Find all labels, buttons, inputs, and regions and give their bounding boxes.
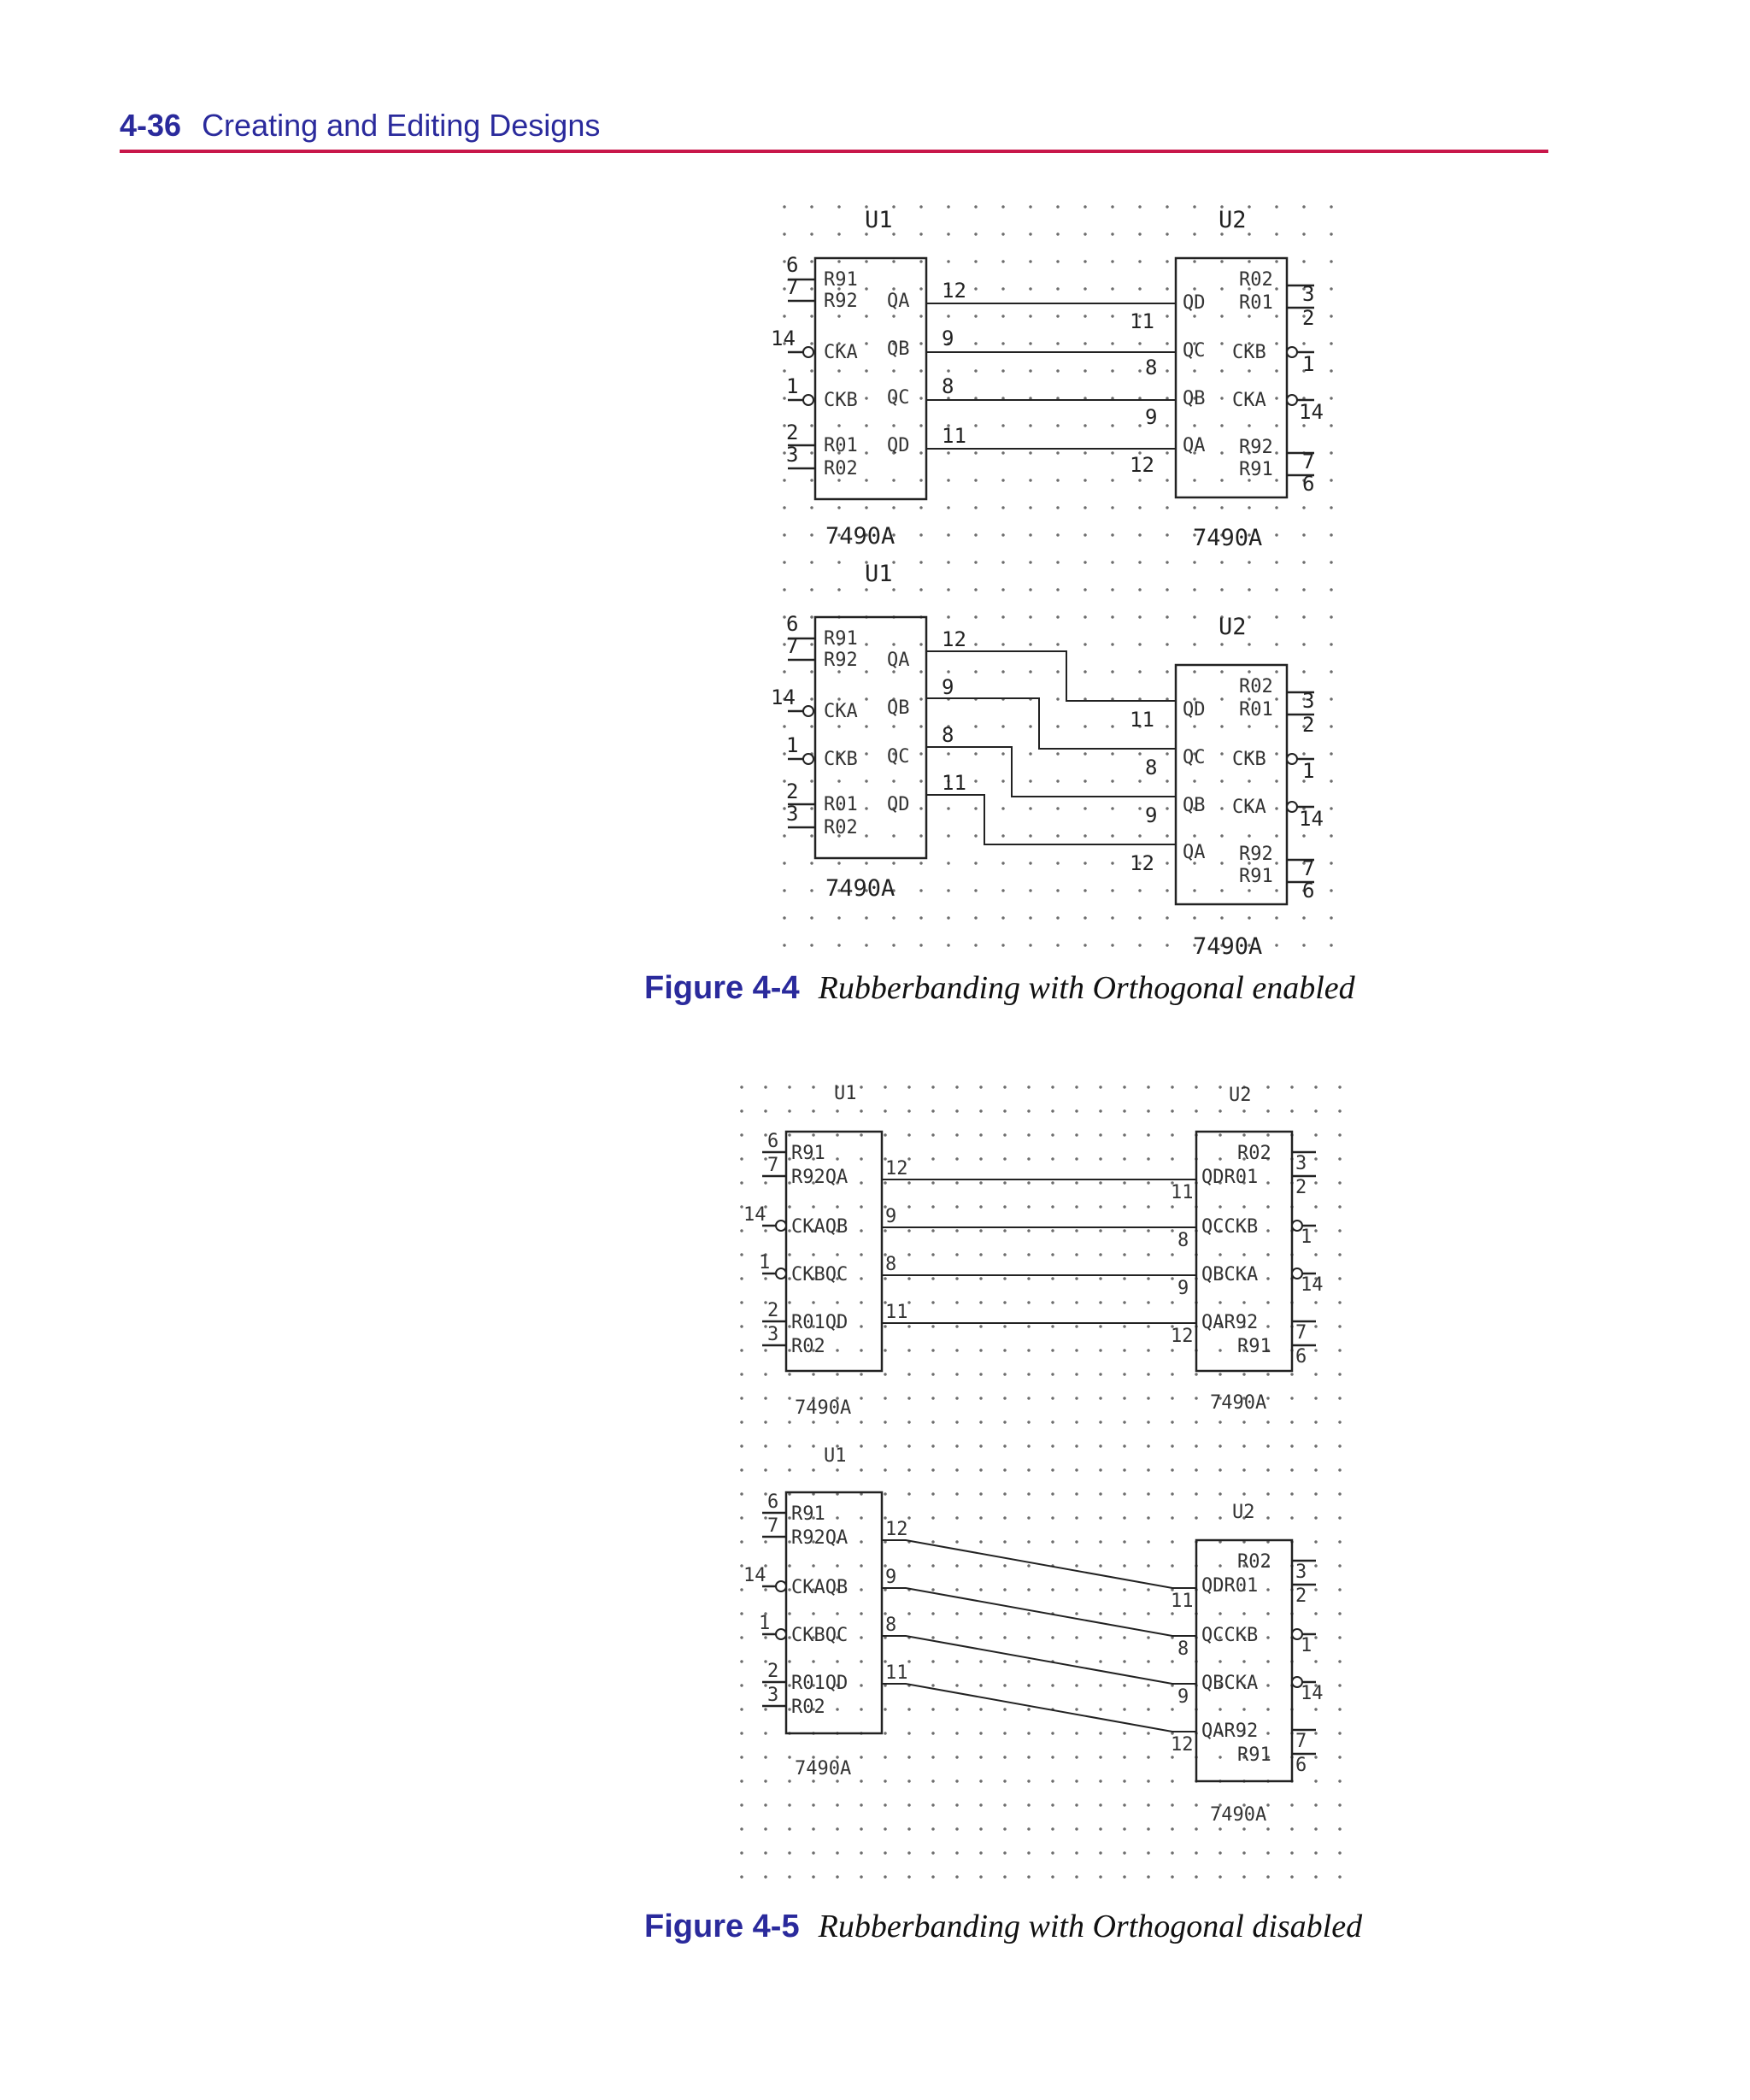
u1-pin-label: R02 <box>824 458 858 479</box>
u1-pin-num: 1 <box>786 733 799 757</box>
figure-number: Figure 4-4 <box>644 970 800 1006</box>
u2-in-num: 12 <box>1130 851 1154 875</box>
u2-pin-num: 3 <box>1302 282 1315 306</box>
u2-in-num: 8 <box>1177 1230 1189 1251</box>
u1-pin-num: 3 <box>767 1324 779 1345</box>
u2-pin-num: 1 <box>1302 759 1315 783</box>
wire-qa-qd <box>882 1540 1196 1588</box>
schematic-4-4a <box>771 207 1324 551</box>
figure-4-5-caption <box>644 1908 1362 1945</box>
u2-pin-num: 7 <box>1295 1731 1307 1752</box>
u2-in-num: 9 <box>1145 803 1158 827</box>
u1-pin-num: 7 <box>767 1515 779 1537</box>
page-header <box>120 108 600 144</box>
u1-pin-label: R92QA <box>791 1167 849 1188</box>
u1-pin-label: QD <box>887 435 910 456</box>
u1-pin-num: 14 <box>771 326 796 350</box>
u1-pin-num: 3 <box>767 1685 779 1706</box>
u2-pin-num: 2 <box>1302 713 1315 737</box>
u2-pin-label: QA <box>1183 435 1206 456</box>
u2-pin-num: 3 <box>1302 689 1315 713</box>
u1-pin-label: QA <box>887 650 910 671</box>
u1-pin-num: 2 <box>767 1661 779 1682</box>
u1-pin-num: 7 <box>786 634 799 658</box>
u1-out-num: 11 <box>885 1302 908 1323</box>
u2-part: 7490A <box>1193 525 1263 551</box>
u2-pin-label: R01 <box>1239 292 1273 314</box>
u1-pin-num: 1 <box>759 1252 771 1274</box>
u2-pin-label: CKB <box>1232 749 1266 770</box>
u1-part: 7490A <box>795 1758 852 1779</box>
u1-pin-label: R02 <box>791 1336 825 1357</box>
u2-pin-num: 3 <box>1295 1153 1307 1174</box>
u2-pin-num: 1 <box>1301 1635 1312 1656</box>
u1-pin-label: R01QD <box>791 1673 849 1694</box>
u2-pin-label: QAR92 <box>1201 1721 1259 1742</box>
u1-pin-label: CKBQC <box>791 1625 849 1646</box>
u2-pin-num: 6 <box>1302 879 1315 903</box>
u1-pin-num: 7 <box>767 1155 779 1176</box>
chapter-title: Creating and Editing Designs <box>202 108 601 143</box>
u1-out-num: 9 <box>885 1206 897 1227</box>
u1-pin-label: R01QD <box>791 1312 849 1333</box>
u2-ref: U2 <box>1232 1502 1255 1523</box>
u1-pin-num: 1 <box>759 1613 771 1634</box>
figure-4-5-schematic <box>728 1074 1355 1885</box>
u2-ref: U2 <box>1219 614 1247 640</box>
u1-pin-label: CKAQB <box>791 1216 849 1238</box>
wire-qc-qb <box>882 1636 1196 1684</box>
u1-pin-label: R01 <box>824 435 858 456</box>
u1-pin-num: 3 <box>786 443 799 467</box>
u2-pin-num: 14 <box>1299 400 1324 424</box>
u1-out-num: 11 <box>942 424 966 448</box>
u1-pin-label: R91 <box>824 628 858 650</box>
u1-out-num: 9 <box>942 675 954 699</box>
u2-pin-label: QD <box>1183 699 1206 721</box>
u2-part: 7490A <box>1193 933 1263 960</box>
u1-pin-label: CKB <box>824 390 858 411</box>
u2-pin-label: R02 <box>1237 1551 1271 1573</box>
u1-pin-label: R92 <box>824 291 858 312</box>
u2-in-num: 11 <box>1171 1182 1194 1203</box>
u2-pin-num: 3 <box>1295 1562 1307 1583</box>
u2-pin-label: QDR01 <box>1201 1167 1259 1188</box>
u2-pin-label: CKA <box>1232 797 1266 818</box>
u1-pin-label: R91 <box>791 1503 825 1525</box>
wire-qa-qd <box>926 651 1176 701</box>
u2-pin-num: 6 <box>1295 1755 1307 1776</box>
figure-caption-text: Rubberbanding with Orthogonal enabled <box>818 970 1355 1006</box>
u1-pin-label: QB <box>887 338 910 360</box>
u2-pin-label: QD <box>1183 292 1206 314</box>
u1-part: 7490A <box>825 875 896 902</box>
u1-pin-num: 6 <box>786 253 799 277</box>
u2-pin-label: QBCKA <box>1201 1673 1259 1694</box>
u2-pin-num: 1 <box>1301 1226 1312 1248</box>
u2-pin-label: R02 <box>1239 269 1273 291</box>
u1-pin-num: 2 <box>786 779 799 803</box>
u2-in-num: 9 <box>1177 1686 1189 1708</box>
u2-in-num: 12 <box>1171 1734 1194 1756</box>
figure-caption-text: Rubberbanding with Orthogonal disabled <box>818 1909 1363 1944</box>
u1-pin-num: 2 <box>786 421 799 444</box>
u2-pin-label: QB <box>1183 388 1206 409</box>
u2-part: 7490A <box>1210 1392 1267 1414</box>
u2-pin-label: R91 <box>1239 459 1273 480</box>
u1-pin-label: CKA <box>824 701 858 722</box>
u2-pin-label: R02 <box>1239 676 1273 697</box>
schematic-4-5b <box>743 1445 1324 1826</box>
u2-pin-label: R92 <box>1239 844 1273 865</box>
u2-pin-num: 6 <box>1302 472 1315 496</box>
u1-pin-num: 6 <box>767 1491 779 1513</box>
u2-pin-num: 7 <box>1302 450 1315 474</box>
u1-out-num: 12 <box>885 1519 908 1540</box>
u2-pin-num: 7 <box>1302 856 1315 880</box>
u2-pin-label: QB <box>1183 795 1206 816</box>
u1-out-num: 12 <box>942 279 966 303</box>
u2-pin-num: 14 <box>1301 1683 1324 1704</box>
wire-qd-qa <box>882 1684 1196 1732</box>
u1-pin-num: 6 <box>786 612 799 636</box>
schematic-4-5a <box>743 1083 1324 1419</box>
u1-pin-label: R02 <box>824 817 858 838</box>
u1-pin-label: CKBQC <box>791 1264 849 1285</box>
figure-4-4-caption <box>644 969 1355 1007</box>
u2-pin-label: QCCKB <box>1201 1625 1259 1646</box>
u1-pin-label: QD <box>887 794 910 815</box>
u2-pin-label: R91 <box>1237 1336 1271 1357</box>
u1-pin-num: 14 <box>743 1204 766 1226</box>
u1-pin-label: R01 <box>824 794 858 815</box>
u1-pin-label: QA <box>887 291 910 312</box>
u2-pin-label: QBCKA <box>1201 1264 1259 1285</box>
u1-part: 7490A <box>795 1397 852 1419</box>
u2-ref: U2 <box>1219 207 1247 233</box>
u2-part: 7490A <box>1210 1804 1267 1826</box>
u1-ref: U1 <box>834 1083 857 1104</box>
u1-pin-num: 14 <box>743 1565 766 1586</box>
u2-in-num: 9 <box>1177 1278 1189 1299</box>
u1-pin-num: 3 <box>786 802 799 826</box>
u2-in-num: 11 <box>1130 708 1154 732</box>
u1-pin-label: R91 <box>824 269 858 291</box>
u2-pin-num: 1 <box>1302 352 1315 376</box>
u2-pin-label: QC <box>1183 340 1206 362</box>
u1-out-num: 11 <box>942 771 966 795</box>
header-rule <box>120 150 1548 153</box>
u1-out-num: 11 <box>885 1662 908 1684</box>
u1-out-num: 8 <box>942 374 954 398</box>
u1-pin-label: R02 <box>791 1697 825 1718</box>
page-number: 4-36 <box>120 108 182 143</box>
figure-number: Figure 4-5 <box>644 1909 800 1944</box>
u2-pin-label: QA <box>1183 842 1206 863</box>
u2-in-num: 8 <box>1145 756 1158 779</box>
u1-part: 7490A <box>825 523 896 550</box>
u2-pin-label: CKA <box>1232 390 1266 411</box>
u1-out-num: 12 <box>885 1158 908 1179</box>
u1-pin-label: QC <box>887 746 910 768</box>
u1-pin-label: CKAQB <box>791 1577 849 1598</box>
u2-in-num: 8 <box>1145 356 1158 379</box>
u1-pin-num: 2 <box>767 1300 779 1321</box>
wire-qd-qa <box>926 795 1176 844</box>
u2-pin-num: 2 <box>1295 1177 1307 1198</box>
u1-pin-num: 14 <box>771 685 796 709</box>
u1-pin-label: CKB <box>824 749 858 770</box>
u2-pin-label: QAR92 <box>1201 1312 1259 1333</box>
u2-in-num: 11 <box>1171 1591 1194 1612</box>
u1-pin-label: CKA <box>824 342 858 363</box>
schematic-4-4b <box>771 561 1324 960</box>
u2-pin-label: CKB <box>1232 342 1266 363</box>
u2-pin-num: 14 <box>1299 807 1324 831</box>
u1-pin-label: QC <box>887 387 910 409</box>
u1-ref: U1 <box>824 1445 847 1467</box>
u2-in-num: 8 <box>1177 1638 1189 1660</box>
u1-out-num: 9 <box>885 1567 897 1588</box>
u2-in-num: 12 <box>1171 1326 1194 1347</box>
u1-pin-label: R92 <box>824 650 858 671</box>
u1-out-num: 8 <box>885 1615 897 1636</box>
u1-ref: U1 <box>865 207 893 233</box>
u2-pin-label: R91 <box>1237 1744 1271 1766</box>
u1-out-num: 8 <box>942 723 954 747</box>
u1-pin-num: 7 <box>786 275 799 299</box>
u2-pin-num: 14 <box>1301 1274 1324 1296</box>
u1-pin-num: 6 <box>767 1131 779 1152</box>
u2-pin-label: R92 <box>1239 437 1273 458</box>
u2-pin-num: 7 <box>1295 1322 1307 1344</box>
u2-in-num: 11 <box>1130 309 1154 333</box>
u1-pin-label: R92QA <box>791 1527 849 1549</box>
u1-pin-num: 1 <box>786 374 799 398</box>
u2-ref: U2 <box>1229 1085 1252 1106</box>
u1-pin-label: R91 <box>791 1143 825 1164</box>
u2-pin-label: QCCKB <box>1201 1216 1259 1238</box>
u2-pin-num: 2 <box>1302 306 1315 330</box>
u1-pin-label: QB <box>887 697 910 719</box>
u2-pin-label: QDR01 <box>1201 1575 1259 1597</box>
u2-pin-label: R01 <box>1239 699 1273 721</box>
u1-out-num: 8 <box>885 1254 897 1275</box>
u2-pin-label: R02 <box>1237 1143 1271 1164</box>
u1-out-num: 9 <box>942 326 954 350</box>
u1-ref: U1 <box>865 561 893 587</box>
u2-pin-label: R91 <box>1239 866 1273 887</box>
u2-in-num: 12 <box>1130 453 1154 477</box>
u1-out-num: 12 <box>942 627 966 651</box>
figure-4-4-schematic <box>771 198 1350 960</box>
u2-pin-num: 2 <box>1295 1585 1307 1607</box>
u2-pin-label: QC <box>1183 747 1206 768</box>
u2-in-num: 9 <box>1145 405 1158 429</box>
u2-pin-num: 6 <box>1295 1346 1307 1368</box>
wire-qb-qc <box>882 1588 1196 1636</box>
